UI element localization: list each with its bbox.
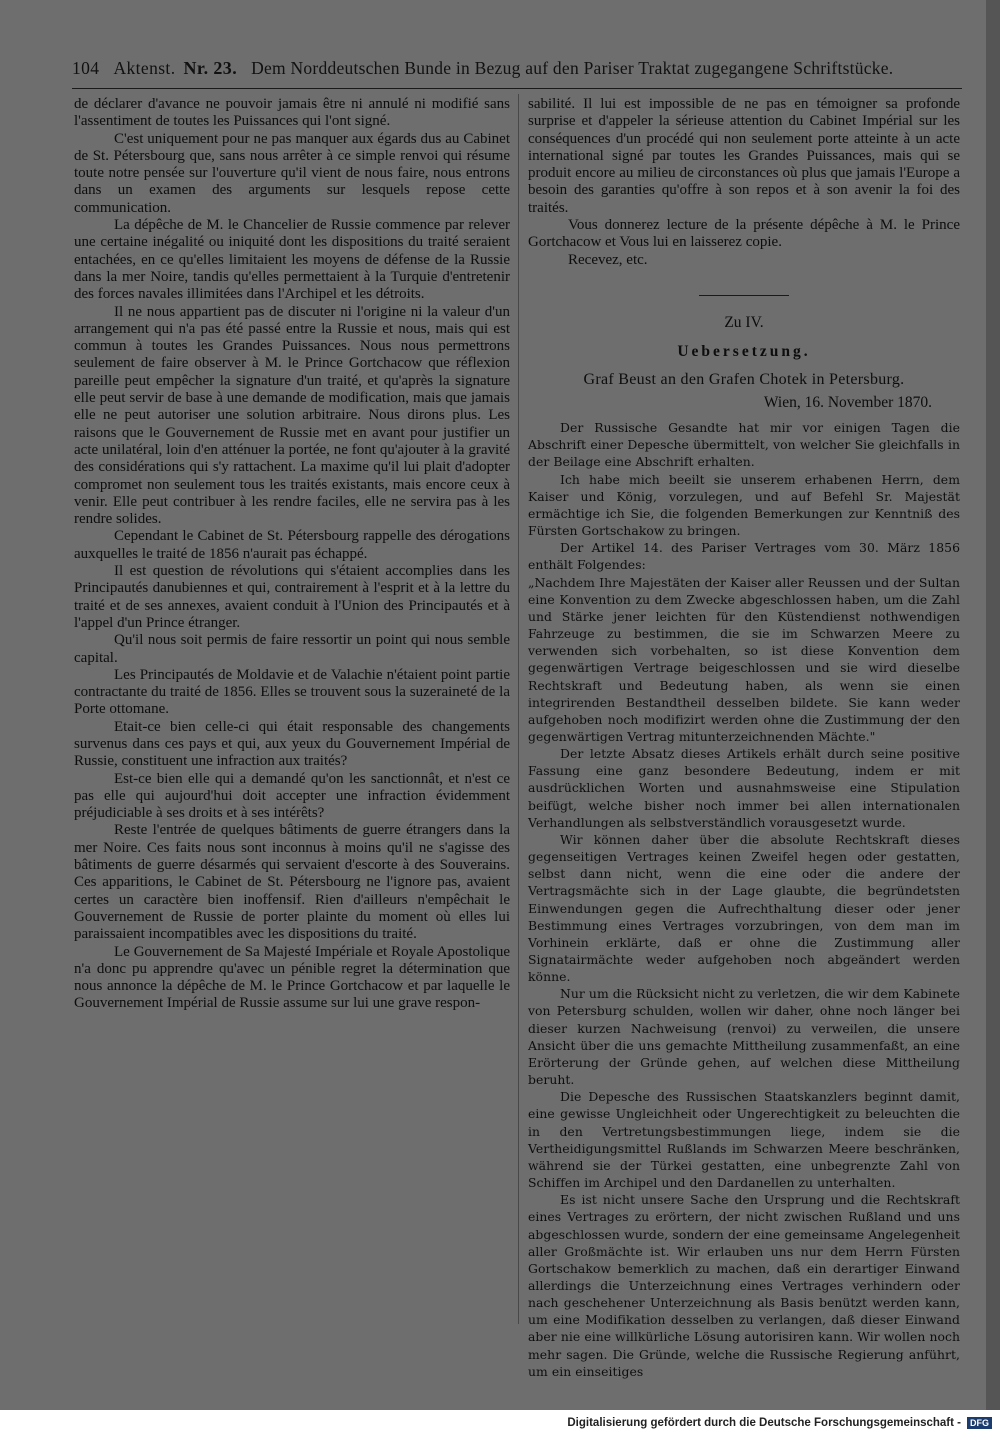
paragraph: C'est uniquement pour ne pas manquer aux égards dus au Cabinet de St. Pétersbourg que, sans nous arrêter à ce simple renvoi qui résume toute notre pensée sur l'ouverture qu'il vient de nous faire, nous entrons dans un examen des arguments sur lesquels repose cette communication.: [74, 130, 510, 216]
german-translation: [528, 419, 960, 1380]
paragraph: Wir können daher über die absolute Rechtskraft dieses gegenseitigen Vertrages keinen Zweifel hegen oder gestatten, selbst dann nicht, wenn die eine oder die andere der Vertragsmächte sich in der Lage glaubte, die begründetsten Einwendungen gegen die Aufrechthaltung dieser oder jener Bestimmung eines Vertrages vorzubringen, von dem man im Vorhinein erklärte, daß er ohne die Zustimmung aller Signatairmächte weder aufgehoben noch abgeändert werden könne.: [528, 831, 960, 985]
paragraph: Il ne nous appartient pas de discuter ni l'origine ni la valeur d'un arrangement qui n'a pas été passé entre la Russie et nous, mais qui est commun à toutes les Grandes Puissances. Nous nous permettrons seulement de faire observer à M. le Prince Gortchacow que réflexion pareille peut empêcher la signature d'un traité, et qu'après la signature elle peut servir de base à une demande de modification, mais que jamais elle ne peut autoriser une solution arbitraire. Nous dirons plus. Les raisons que le Gouvernement de Russie met en avant pour justifier un acte unilatéral, loin d'en atténuer la portée, ne font qu'ajouter à la gravité des considérations qui s'y rattachent. La maxime qu'il lui plait d'adopter compromet non seulement tous les traités existants, mais encore ceux à venir. Elle peut contribuer à les rendre faciles, elle ne servira pas à les rendre solides.: [74, 303, 510, 528]
column-divider: [518, 94, 519, 1324]
paragraph: Die Depesche des Russischen Staatskanzlers beginnt damit, eine gewisse Ungleichheit oder Ungerechtigkeit zu beleuchten die in den Vertretungsbestimmungen liege, indem sie die Vertheidigungsmittel Rußlands im Schwarzen Meere beschränken, während sie der Türkei gestatten, eine unbegrenzte Zahl von Schiffen im Archipel und den Dardanellen zu unterhalten.: [528, 1089, 960, 1191]
section-separator: [699, 295, 789, 296]
paragraph: Etait-ce bien celle-ci qui était responsable des changements survenus dans ces pays et qui, aux yeux du Gouvernement Impérial de Russie, constituent une infraction aux traités?: [74, 718, 510, 770]
paragraph: Reste l'entrée de quelques bâtiments de guerre étrangers dans la mer Noire. Ces faits nous sont inconnus à moins qu'il ne s'agisse des bâtiments de guerre désarmés qui servaient d'escorte à des Souverains. Ces apparitions, le Cabinet de St. Pétersbourg ne l'ignore pas, avaient certes un caractère bien inoffensif. Rien d'ailleurs n'empêchait le Gouvernement de Russie de porter plainte du moment où elles lui paraissaient incompatibles avec les dispositions du traité.: [74, 822, 510, 943]
page-header: [72, 58, 962, 88]
paragraph: de déclarer d'avance ne pouvoir jamais être ni annulé ni modifié sans l'assentiment de toutes les Puissances qui l'ont signé.: [74, 96, 510, 130]
quoted-article: „Nachdem Ihre Majestäten der Kaiser aller Reussen und der Sultan eine Konvention zu dem Zwecke abgeschlossen haben, um die Zahl und Stärke jener leichten für den Küstendienst nothwendigen Fahrzeuge zu bestimmen, die sie im Schwarzen Meere zu verwenden sich vorbehalten, so ist diese Konvention dem gegenwärtigen Vertrage beigeschlossen und sie wird dieselbe Rechtskraft und Bedeutung haben, als wenn sie einen integrirenden Bestandtheil desselben bildete. Sie kann weder aufgehoben noch modifizirt werden ohne die Zustimmung der den gegenwärtigen Vertrag mitunterzeichnenden Mächte.": [528, 574, 960, 744]
funding-credit: Digitalisierung gefördert durch die Deutsche Forschungsgemeinschaft -: [567, 1416, 961, 1429]
digitization-footer: [0, 1413, 1000, 1432]
aktenst-label: Aktenst.: [113, 58, 176, 78]
paragraph: Est-ce bien elle qui a demandé qu'on les sanctionnât, et n'est ce pas elle qui aujourd'hui doit accepter une infraction évidemment préjudiciable à ses droits et à ses intérêts?: [74, 770, 510, 822]
paragraph: La dépêche de M. le Chancelier de Russie commence par relever une certaine inégalité ou iniquité dont les dispositions du traité seraient entachées, en ce qu'elles limitaient les moyens de défense de la Russie dans la mer Noire, tandis qu'elles permettaient à la Turquie d'entretenir des forces navales illimitées dans l'Archipel et les détroits.: [74, 217, 510, 303]
running-title: Dem Norddeutschen Bunde in Bezug auf den Pariser Traktat zugegangene Schriftstücke.: [251, 58, 894, 78]
section-label: Zu IV.: [724, 313, 764, 331]
paragraph: Cependant le Cabinet de St. Pétersbourg rappelle des dérogations auxquelles le traité de 1856 n'aurait pas échappé.: [74, 528, 510, 562]
french-continuation: [528, 96, 960, 269]
dateline: Wien, 16. November 1870.: [763, 393, 932, 411]
paragraph: Der Russische Gesandte hat mir vor einigen Tagen die Abschrift einer Depesche übermittelt, von welcher Sie gleichfalls in der Beilage eine Abschrift erhalten.: [528, 420, 960, 470]
paragraph: Le Gouvernement de Sa Majesté Impériale et Royale Apostolique n'a donc pu apprendre qu'avec un pénible regret la détermination que nous annonce la dépêche de M. le Prince Gortchacow et par laquelle le Gouvernement Impérial de Russie assume sur lui une grave respon-: [74, 943, 510, 1012]
paragraph: Der letzte Absatz dieses Artikels erhält durch seine positive Fassung eine ganz besondere Bedeutung, indem er mit ausdrücklichen Worten und ausnahmsweise eine Stipulation beifügt, welche bisher noch immer bei allen internationalen Verhandlungen als selbstverständlich vorausgesetzt wurde.: [528, 746, 960, 830]
document-number: Nr. 23.: [183, 58, 238, 78]
paragraph: Vous donnerez lecture de la présente dépêche à M. le Prince Gortchacow et Vous lui en laisserez copie.: [528, 217, 960, 251]
paragraph: Qu'il nous soit permis de faire ressortir un point qui nous semble capital.: [74, 632, 510, 666]
closing: Recevez, etc.: [568, 251, 648, 268]
dfg-logo: DFG: [967, 1417, 992, 1429]
paragraph: Il est question de révolutions qui s'étaient accomplies dans les Principautés danubiennes et qui, contrairement à l'esprit et à la lettre du traité et de ses annexes, avaient conduit à l'Union des Principautés et à l'appel d'un Prince étranger.: [74, 563, 510, 631]
paragraph: Nur um die Rücksicht nicht zu verletzen, die wir dem Kabinete von Petersburg schulden, wollen wir daher, ohne noch länger bei dieser kurzen Nachweisung (renvoi) zu verweilen, die unsere Ansicht über die uns gemachte Mittheilung zusammenfaßt, an eine Erörterung der Gründe gehen, auf welchen diese Mittheilung beruht.: [528, 986, 960, 1088]
paragraph: Ich habe mich beeilt sie unserem erhabenen Herrn, dem Kaiser und König, vorzulegen, und auf Befehl Sr. Majestät ermächtige ich Sie, die folgenden Bemerkungen zur Kenntniß des Fürsten Gortschakow zu bringen.: [528, 471, 960, 539]
paragraph: sabilité. Il lui est impossible de ne pas en témoigner sa profonde surprise et d'appeler la sérieuse attention du Cabinet Impérial sur les conséquences d'un procédé qui non seulement porte atteinte à un acte international signé par toutes les Grandes Puissances, mais qui se produit encore au milieu de circonstances où plus que jamais l'Europe a besoin des garanties qu'offre à son repos et à son avenir la foi des traités.: [528, 96, 960, 216]
left-column: [74, 96, 510, 1013]
paragraph: Der Artikel 14. des Pariser Vertrages vom 30. März 1856 enthält Folgendes:: [528, 540, 960, 573]
section-heading: Uebersetzung.: [677, 343, 811, 361]
paragraph: Es ist nicht unsere Sache den Ursprung und die Rechtskraft eines Vertrages zu erörtern, der nicht zwischen Rußland und uns abgeschlossen wurde, sondern der eine gemeinsame Angelegenheit aller Großmächte ist. Wir erlauben uns nur dem Herrn Fürsten Gortschakow bemerklich zu machen, daß ein derartiger Einwand allerdings die Unterzeichnung eines Vertrages verhindern oder nach geschehener Unterzeichnung als Basis benützt werden kann, um eine Modifikation desselben zu verlangen, daß dieser Einwand aber nie eine willkürliche Lösung autorisiren kann. Wir wollen noch mehr sagen. Die Gründe, welche die Russische Regierung anführt, um ein einseitiges: [528, 1192, 960, 1379]
paragraph: Les Principautés de Moldavie et de Valachie n'étaient point partie contractante du traité de 1856. Elles se trouvent sous la suzeraineté de la Porte ottomane.: [74, 666, 510, 718]
page-number: 104: [72, 58, 100, 78]
right-column: [528, 96, 960, 1380]
letter-heading: Graf Beust an den Grafen Chotek in Petersburg.: [583, 370, 905, 388]
header-rule: [72, 88, 962, 89]
